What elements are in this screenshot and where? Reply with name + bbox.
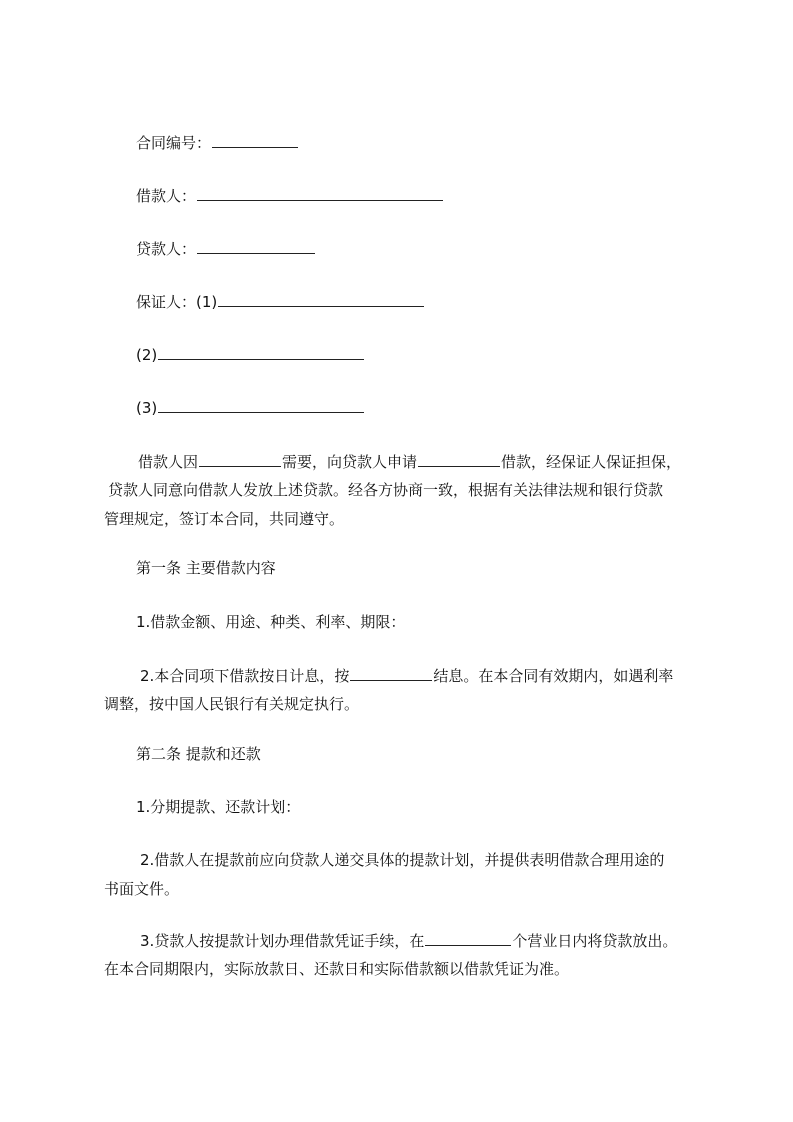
article-1-item-2-line-1 (140, 665, 673, 686)
article-1-title: 第一条 主要借款内容 (136, 559, 276, 577)
purpose-blank[interactable] (199, 451, 281, 467)
article-2-item-1: 1.分期提款、还款计划： (136, 798, 301, 816)
guarantor-1-index: (1) (196, 293, 218, 311)
guarantor-label: 保证人： (136, 293, 197, 311)
intro-seg-2: 需要，向贷款人申请 (282, 453, 418, 471)
article-2-item-3-line-2: 在本合同期限内，实际放款日、还款日和实际借款额以借款凭证为准。 (104, 960, 570, 978)
article-2-title: 第二条 提款和还款 (136, 745, 261, 763)
borrower-label: 借款人： (136, 187, 197, 205)
contract-number-blank[interactable] (212, 132, 298, 148)
guarantor-2-index: (2) (136, 346, 158, 364)
loan-type-blank[interactable] (418, 451, 500, 467)
intro-line-1 (138, 451, 681, 472)
guarantor-1-blank[interactable] (218, 291, 424, 307)
borrower-blank[interactable] (197, 185, 443, 201)
guarantor-3-index: (3) (136, 399, 158, 417)
article-2-item-2-line-1: 2.借款人在提款前应向贷款人递交具体的提款计划，并提供表明借款合理用途的 (140, 851, 665, 869)
lender-label: 贷款人： (136, 240, 197, 258)
lender-blank[interactable] (197, 238, 315, 254)
article-1-item-2-line-2: 调整，按中国人民银行有关规定执行。 (104, 695, 360, 713)
guarantor-3-blank[interactable] (158, 397, 364, 413)
guarantor-line-1 (136, 291, 425, 312)
contract-number-line (136, 132, 299, 153)
intro-seg-1: 借款人因 (138, 453, 199, 471)
guarantor-line-2 (136, 344, 365, 365)
intro-line-3: 管理规定，签订本合同，共同遵守。 (104, 510, 345, 528)
intro-line-2: 贷款人同意向借款人发放上述贷款。经各方协商一致，根据有关法律法规和银行贷款 (108, 481, 664, 499)
article-2-item-3-line-1 (140, 930, 677, 951)
intro-seg-3: 借款，经保证人保证担保， (501, 453, 682, 471)
article-2-item-3-seg-1: 3.贷款人按提款计划办理借款凭证手续，在 (140, 932, 425, 950)
business-days-blank[interactable] (425, 930, 511, 946)
borrower-line (136, 185, 444, 206)
article-1-item-2-seg-1: 2.本合同项下借款按日计息，按 (140, 667, 350, 685)
article-2-item-2-line-2: 书面文件。 (104, 880, 180, 898)
guarantor-2-blank[interactable] (158, 344, 364, 360)
interest-settlement-blank[interactable] (350, 665, 432, 681)
lender-line (136, 238, 316, 259)
article-2-item-3-seg-2: 个营业日内将贷款放出。 (512, 932, 678, 950)
article-1-item-1: 1.借款金额、用途、种类、利率、期限： (136, 613, 406, 631)
contract-number-label: 合同编号： (136, 134, 212, 152)
guarantor-line-3 (136, 397, 365, 418)
article-1-item-2-seg-2: 结息。在本合同有效期内，如遇利率 (433, 667, 674, 685)
